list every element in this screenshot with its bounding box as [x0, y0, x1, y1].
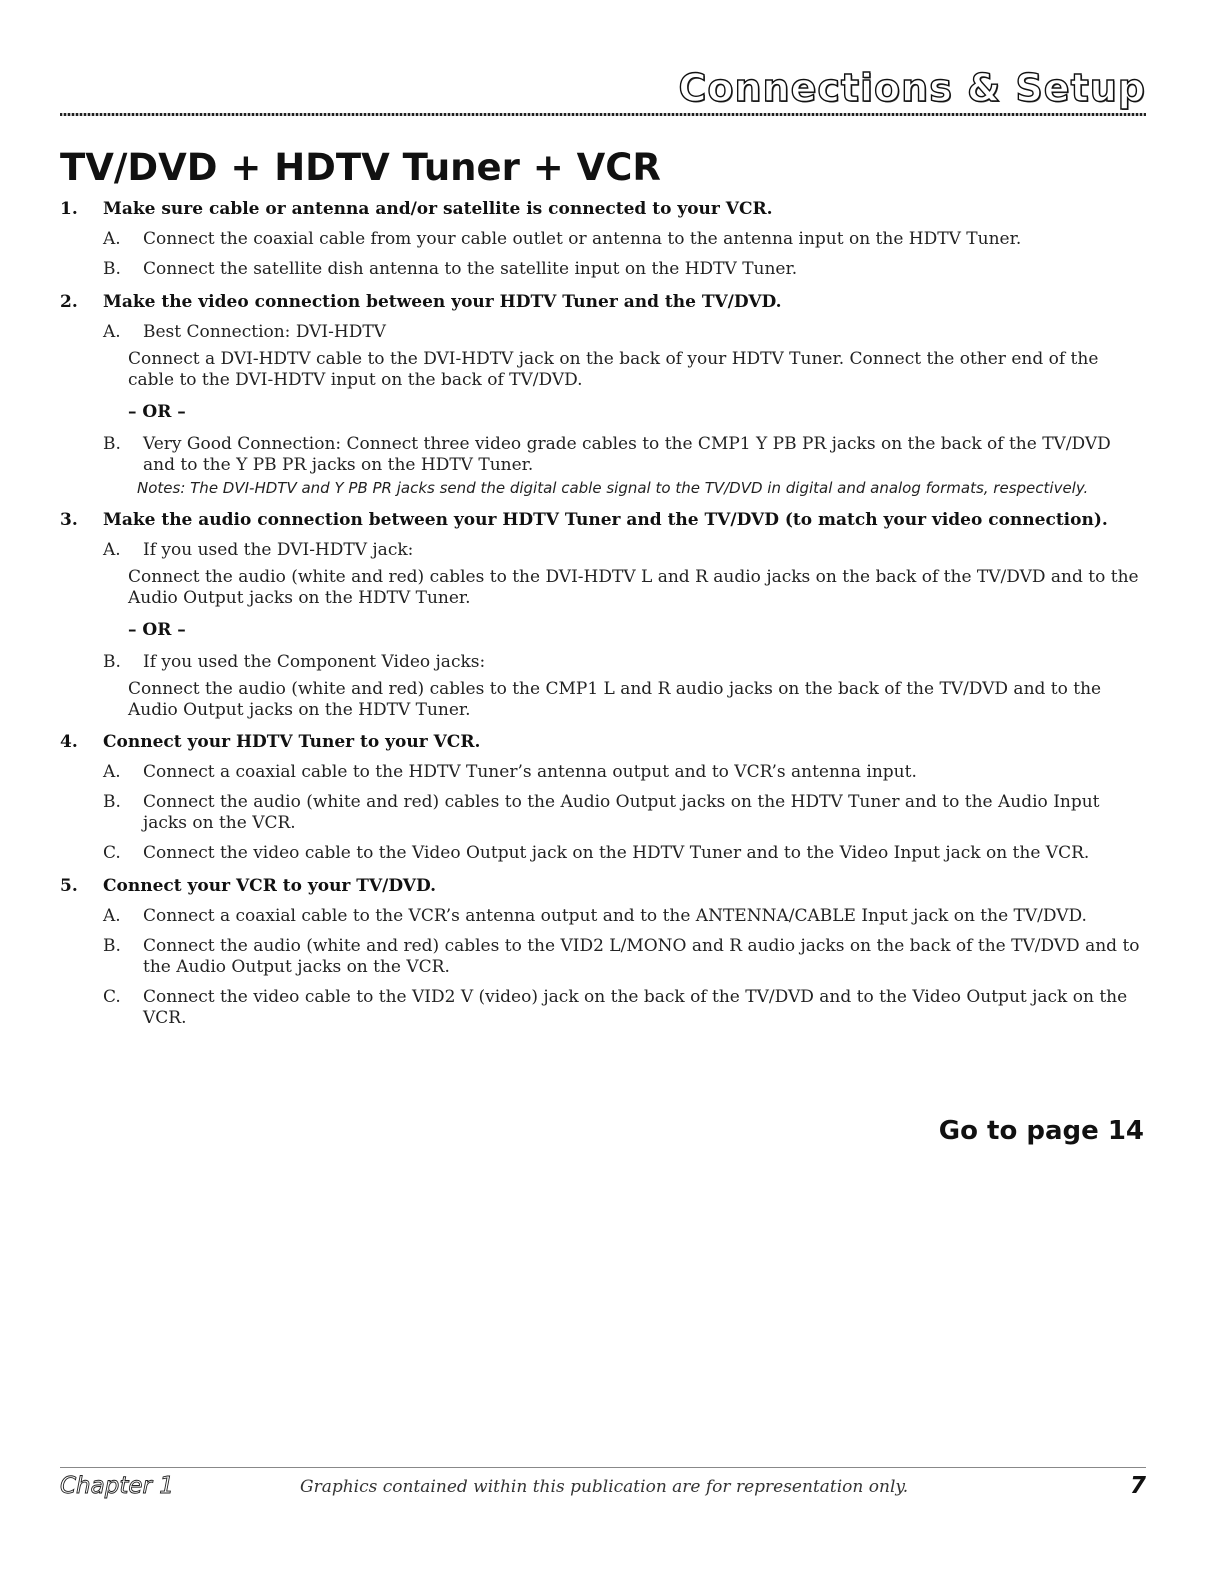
- item-text: If you used the Component Video jacks:: [143, 652, 486, 672]
- item-text: Connect the audio (white and red) cables to the VID2 L/MONO and R audio jacks on the back of the TV/DVD and to the Audio Output jacks on the VCR.: [143, 936, 1140, 977]
- item-text: If you used the DVI-HDTV jack:: [143, 540, 414, 560]
- step-number: 1.: [60, 199, 78, 219]
- footer-rule: [60, 1467, 1146, 1468]
- page-number: 7: [1129, 1473, 1146, 1499]
- item-letter: A.: [103, 906, 121, 926]
- step-3-item-b-detail: Connect the audio (white and red) cables to the CMP1 L and R audio jacks on the back of the TV/DVD and to the Audio Output jacks on the HDTV Tuner.: [128, 679, 1102, 720]
- step-5-item-b: [87, 936, 1146, 978]
- step-number: 4.: [60, 732, 78, 752]
- item-letter: B.: [103, 936, 121, 956]
- step-number: 2.: [60, 292, 78, 312]
- step-title: Make the audio connection between your HDTV Tuner and the TV/DVD (to match your video connection).: [103, 510, 1108, 530]
- step-number: 5.: [60, 876, 78, 896]
- header-rule: [60, 113, 1146, 116]
- page-title: TV/DVD + HDTV Tuner + VCR: [60, 146, 661, 189]
- item-letter: A.: [103, 322, 121, 342]
- step-3-heading: [60, 510, 1146, 531]
- or-separator: – OR –: [128, 402, 186, 422]
- step-2-heading: [60, 292, 1146, 313]
- step-4-heading: [60, 732, 1146, 753]
- item-text: Connect the video cable to the Video Output jack on the HDTV Tuner and to the Video Input jack on the VCR.: [143, 843, 1090, 863]
- item-letter: C.: [103, 987, 121, 1007]
- instructions: [60, 199, 1146, 1038]
- step-2-item-a-detail: Connect a DVI-HDTV cable to the DVI-HDTV jack on the back of your HDTV Tuner. Connect the other end of the cable to the DVI-HDTV input on the back of TV/DVD.: [128, 349, 1099, 390]
- item-letter: B.: [103, 259, 121, 279]
- item-letter: A.: [103, 229, 121, 249]
- item-letter: B.: [103, 792, 121, 812]
- step-1-item-a: [87, 229, 1146, 250]
- step-1-heading: [60, 199, 1146, 220]
- item-text: Very Good Connection: Connect three video grade cables to the CMP1 Y PB PR jacks on the back of the TV/DVD and to the Y PB PR jacks on the HDTV Tuner.: [143, 434, 1111, 475]
- item-text: Best Connection: DVI-HDTV: [143, 322, 386, 342]
- item-letter: C.: [103, 843, 121, 863]
- step-1-item-b: [87, 259, 1146, 280]
- step-title: Connect your HDTV Tuner to your VCR.: [103, 732, 481, 752]
- item-text: Connect the satellite dish antenna to the satellite input on the HDTV Tuner.: [143, 259, 798, 279]
- step-4-item-a: [87, 762, 1146, 783]
- or-separator: – OR –: [128, 620, 186, 640]
- step-4-item-c: [87, 843, 1146, 864]
- step-2-item-a: [87, 322, 1146, 343]
- step-2-item-b: [87, 434, 1146, 476]
- footer-chapter: Chapter 1: [60, 1473, 174, 1499]
- item-letter: A.: [103, 540, 121, 560]
- page-header: [60, 60, 1146, 116]
- item-letter: B.: [103, 434, 121, 454]
- step-3-item-a-detail: Connect the audio (white and red) cables to the DVI-HDTV L and R audio jacks on the back of the TV/DVD and to the Audio Output jacks on the HDTV Tuner.: [128, 567, 1139, 608]
- step-title: Make the video connection between your HDTV Tuner and the TV/DVD.: [103, 292, 782, 312]
- step-5-heading: [60, 876, 1146, 897]
- step-3-item-b: [87, 652, 1146, 673]
- item-letter: B.: [103, 652, 121, 672]
- step-title: Connect your VCR to your TV/DVD.: [103, 876, 437, 896]
- item-text: Connect the coaxial cable from your cable outlet or antenna to the antenna input on the HDTV Tuner.: [143, 229, 1022, 249]
- goto-page-link: Go to page 14: [938, 1116, 1144, 1146]
- item-text: Connect a coaxial cable to the VCR’s antenna output and to the ANTENNA/CABLE Input jack on the TV/DVD.: [143, 906, 1087, 926]
- item-text: Connect a coaxial cable to the HDTV Tuner’s antenna output and to VCR’s antenna input.: [143, 762, 917, 782]
- step-3-item-a: [87, 540, 1146, 561]
- item-letter: A.: [103, 762, 121, 782]
- step-number: 3.: [60, 510, 78, 530]
- step-5-item-c: [87, 987, 1146, 1029]
- step-title: Make sure cable or antenna and/or satellite is connected to your VCR.: [103, 199, 773, 219]
- step-5-item-a: [87, 906, 1146, 927]
- footer-disclaimer: Graphics contained within this publication are for representation only.: [300, 1477, 909, 1497]
- step-4-item-b: [87, 792, 1146, 834]
- step-2-note: Notes: The DVI-HDTV and Y PB PR jacks send the digital cable signal to the TV/DVD in digital and analog formats, respectively.: [137, 479, 1089, 497]
- item-text: Connect the video cable to the VID2 V (video) jack on the back of the TV/DVD and to the Video Output jack on the VCR.: [143, 987, 1128, 1028]
- section-title: Connections & Setup: [678, 66, 1146, 110]
- item-text: Connect the audio (white and red) cables to the Audio Output jacks on the HDTV Tuner and to the Audio Input jacks on the VCR.: [143, 792, 1100, 833]
